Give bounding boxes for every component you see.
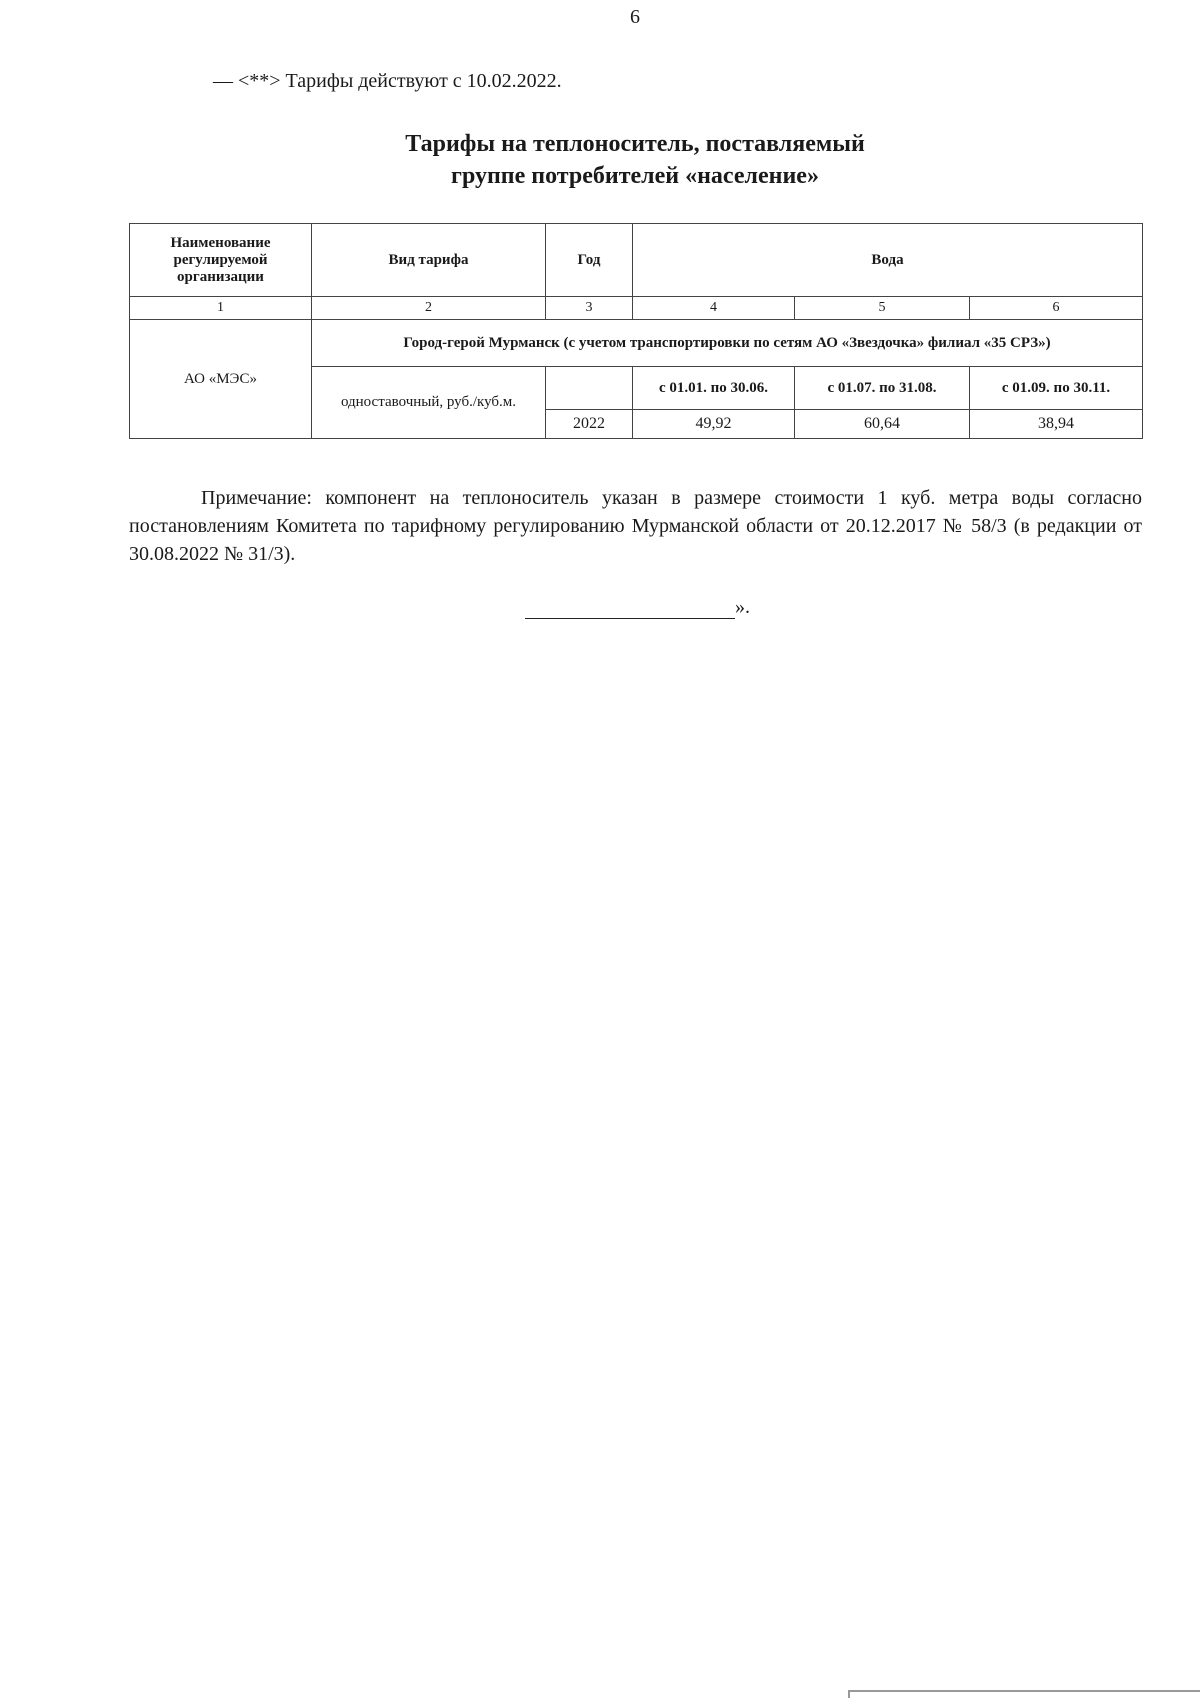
header-tariff-type: Вид тарифа [312, 224, 546, 297]
value-cell: 38,94 [970, 410, 1143, 439]
table-header-row [130, 224, 1143, 297]
page-number: 6 [630, 6, 640, 28]
organization-cell: АО «МЭС» [130, 320, 312, 439]
column-number: 2 [312, 297, 546, 320]
scan-edge-mark [848, 1690, 1200, 1698]
region-row [130, 320, 1143, 367]
period-cell: с 01.07. по 31.08. [795, 367, 970, 410]
column-number: 1 [130, 297, 312, 320]
value-cell: 60,64 [795, 410, 970, 439]
column-number: 5 [795, 297, 970, 320]
footnote: — <**> Тарифы действуют с 10.02.2022. [213, 70, 562, 92]
title-line-2: группе потребителей «население» [451, 163, 819, 189]
title-line-1: Тарифы на теплоноситель, поставляемый [405, 131, 865, 157]
value-cell: 49,92 [633, 410, 795, 439]
year-cell: 2022 [546, 410, 633, 439]
column-number: 4 [633, 297, 795, 320]
period-cell: с 01.09. по 30.11. [970, 367, 1143, 410]
period-cell: с 01.01. по 30.06. [633, 367, 795, 410]
header-year: Год [546, 224, 633, 297]
document-title [0, 128, 1200, 192]
header-water: Вода [633, 224, 1143, 297]
header-org: Наименование регулируемой организации [130, 224, 312, 297]
note-paragraph: Примечание: компонент на теплоноситель указан в размере стоимости 1 куб. метра воды согласно постановлениям Комитета по тарифному регулированию Мурманской области от 20.12.2017 № 58/3 (в редакции от 30.08.2022 № 31/3). [129, 487, 1142, 565]
separator-line [525, 596, 735, 619]
closing-quote: ». [735, 596, 750, 618]
region-cell: Город-герой Мурманск (с учетом транспортировки по сетям АО «Звездочка» филиал «35 СРЗ») [312, 320, 1143, 367]
closing-line [525, 596, 750, 619]
tariff-type-cell: одноставочный, руб./куб.м. [312, 367, 546, 439]
column-number-row [130, 297, 1143, 320]
empty-year-cell [546, 367, 633, 410]
column-number: 3 [546, 297, 633, 320]
column-number: 6 [970, 297, 1143, 320]
tariff-table [129, 223, 1143, 439]
